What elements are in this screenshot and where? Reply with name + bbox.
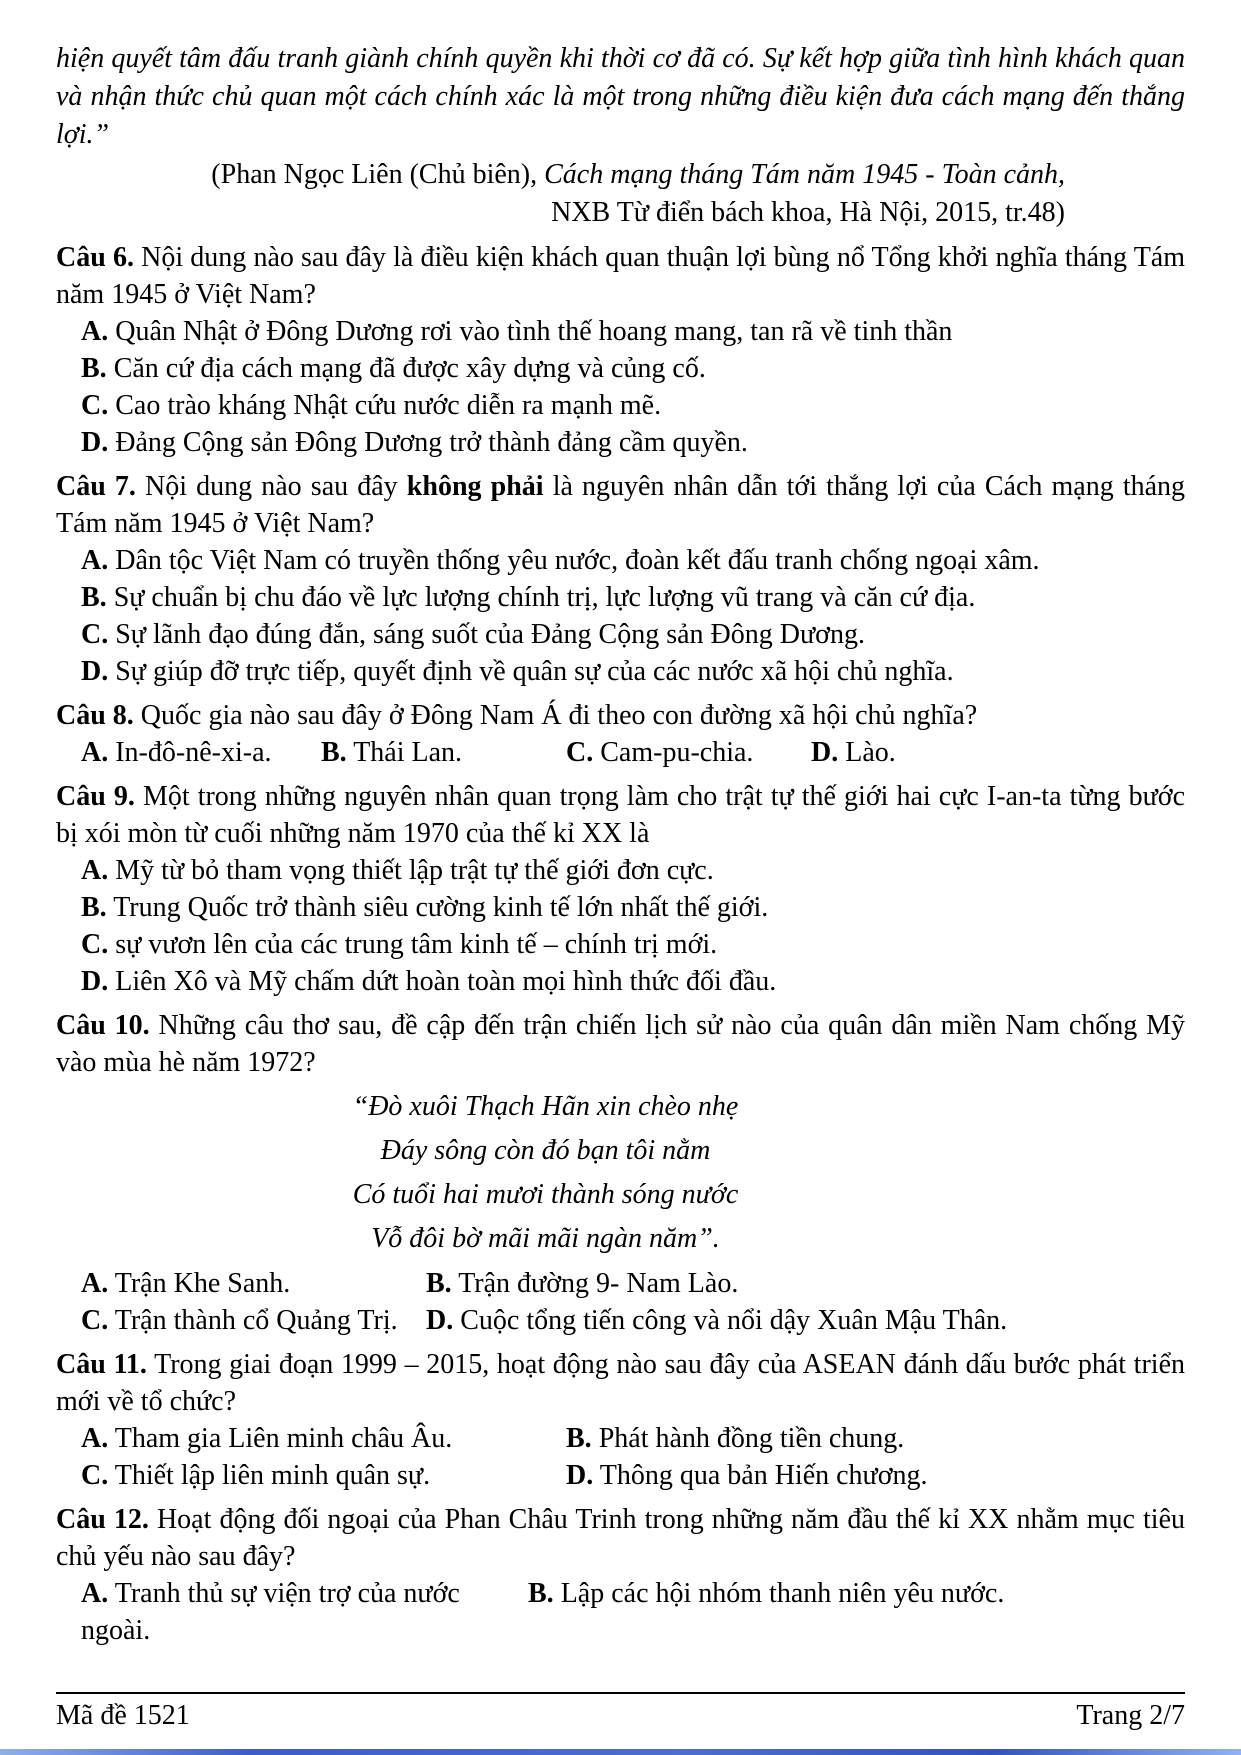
- answer-option-c: [81, 387, 1185, 424]
- option-letter: A.: [81, 1578, 109, 1609]
- option-text: Mỹ từ bỏ tham vọng thiết lập trật tự thế giới đơn cực.: [115, 855, 714, 886]
- answer-option-b: [81, 350, 1185, 387]
- question-9-text: [56, 778, 1185, 852]
- answer-option-c: [81, 926, 1185, 963]
- option-text: Phát hành đồng tiền chung.: [598, 1423, 905, 1454]
- question-body: Hoạt động đối ngoại của Phan Châu Trinh trong những năm đầu thế kỉ XX nhằm mục tiêu chủ yếu nào sau đây?: [56, 1504, 1186, 1572]
- question-body: Nội dung nào sau đây: [145, 471, 398, 502]
- question-7-options: [56, 542, 1185, 690]
- answer-option-c: [566, 734, 811, 771]
- citation-line-2: NXB Từ điển bách khoa, Hà Nội, 2015, tr.48): [551, 197, 1065, 228]
- footer-exam-code: Mã đề 1521: [56, 1700, 190, 1731]
- option-text: Trận Khe Sanh.: [114, 1268, 291, 1299]
- question-number: Câu 9.: [56, 781, 135, 812]
- answer-option-a: [81, 1575, 528, 1649]
- option-text: Sự chuẩn bị chu đáo về lực lượng chính trị, lực lượng vũ trang và căn cứ địa.: [113, 582, 976, 613]
- question-11-options-row-1: [56, 1420, 1185, 1457]
- option-text: Căn cứ địa cách mạng đã được xây dựng và củng cố.: [113, 353, 706, 384]
- question-12-text: [56, 1501, 1185, 1575]
- option-letter: D.: [81, 656, 109, 687]
- question-number: Câu 11.: [56, 1349, 147, 1380]
- option-text: In-đô-nê-xi-a.: [115, 737, 272, 768]
- question-body: Những câu thơ sau, đề cập đến trận chiến lịch sử nào của quân dân miền Nam chống Mỹ vào mùa hè năm 1972?: [56, 1010, 1186, 1078]
- option-letter: C.: [81, 390, 109, 421]
- question-6-options: [56, 313, 1185, 461]
- question-9-options: [56, 852, 1185, 1000]
- question-10-options-row-1: [56, 1265, 1185, 1302]
- option-text: Trung Quốc trở thành siêu cường kinh tế lớn nhất thế giới.: [113, 892, 769, 923]
- poem-line-2: Đáy sông còn đó bạn tôi nằm: [380, 1135, 711, 1166]
- answer-option-a: [81, 734, 321, 771]
- question-12-options-row-1: [56, 1575, 1185, 1649]
- option-letter: B.: [321, 737, 347, 768]
- question-9: [56, 778, 1185, 1000]
- question-8-options: [56, 734, 1185, 771]
- option-text: Cuộc tổng tiến công và nổi dậy Xuân Mậu Thân.: [460, 1305, 1008, 1336]
- option-letter: A.: [81, 545, 109, 576]
- answer-option-a: [81, 1265, 426, 1302]
- question-body: Một trong những nguyên nhân quan trọng làm cho trật tự thế giới hai cực I-an-ta từng bước bị xói mòn từ cuối những năm 1970 của thế kỉ XX là: [56, 781, 1186, 849]
- option-letter: A.: [81, 316, 109, 347]
- answer-option-b: [81, 579, 1185, 616]
- option-text: Tranh thủ sự viện trợ của nước ngoài.: [81, 1578, 460, 1646]
- bottom-border: [0, 1749, 1241, 1755]
- answer-option-c: [81, 616, 1185, 653]
- option-text: Thiết lập liên minh quân sự.: [114, 1460, 431, 1491]
- citation: [56, 156, 1185, 232]
- answer-option-b: [321, 734, 566, 771]
- option-letter: C.: [81, 1305, 109, 1336]
- citation-book-title: Cách mạng tháng Tám năm 1945 - Toàn cảnh,: [544, 159, 1065, 190]
- option-text: Thông qua bản Hiến chương.: [599, 1460, 928, 1491]
- option-text: Trận thành cổ Quảng Trị.: [114, 1305, 398, 1336]
- option-letter: B.: [566, 1423, 592, 1454]
- answer-option-d: [81, 653, 1185, 690]
- option-text: Dân tộc Việt Nam có truyền thống yêu nước, đoàn kết đấu tranh chống ngoại xâm.: [115, 545, 1040, 576]
- option-text: Lập các hội nhóm thanh niên yêu nước.: [560, 1578, 1005, 1609]
- question-number: Câu 12.: [56, 1504, 149, 1535]
- poem-line-1: “Đò xuôi Thạch Hãn xin chèo nhẹ: [352, 1091, 739, 1122]
- option-letter: A.: [81, 855, 109, 886]
- question-body: Trong giai đoạn 1999 – 2015, hoạt động nào sau đây của ASEAN đánh dấu bước phát triển mới về tổ chức?: [56, 1349, 1185, 1417]
- question-number: Câu 7.: [56, 471, 136, 502]
- option-text: sự vươn lên của các trung tâm kinh tế – chính trị mới.: [115, 929, 718, 960]
- question-body: là nguyên nhân dẫn tới thắng lợi của Cách mạng tháng Tám năm 1945 ở Việt Nam?: [56, 471, 1186, 539]
- emphasis-bold: không phải: [406, 471, 544, 502]
- question-7-text: [56, 468, 1185, 542]
- option-text: Tham gia Liên minh châu Âu.: [114, 1423, 453, 1454]
- poem-line-4: Vỗ đôi bờ mãi mãi ngàn năm”.: [371, 1223, 720, 1254]
- question-7: [56, 468, 1185, 690]
- answer-option-c: [81, 1302, 426, 1339]
- question-10: [56, 1007, 1185, 1339]
- question-6-text: [56, 239, 1185, 313]
- question-number: Câu 6.: [56, 242, 134, 273]
- question-6: [56, 239, 1185, 461]
- question-body: Quốc gia nào sau đây ở Đông Nam Á đi theo con đường xã hội chủ nghĩa?: [140, 700, 978, 731]
- answer-option-b: [426, 1265, 738, 1302]
- answer-option-c: [81, 1457, 566, 1494]
- answer-option-b: [528, 1575, 1004, 1649]
- question-10-text: [56, 1007, 1185, 1081]
- option-letter: D.: [566, 1460, 594, 1491]
- option-text: Sự lãnh đạo đúng đắn, sáng suốt của Đảng Cộng sản Đông Dương.: [115, 619, 865, 650]
- poem: [56, 1085, 1035, 1261]
- option-text: Cam-pu-chia.: [600, 737, 754, 768]
- option-text: Lào.: [845, 737, 896, 768]
- option-text: Liên Xô và Mỹ chấm dứt hoàn toàn mọi hình thức đối đầu.: [115, 966, 777, 997]
- question-8: [56, 697, 1185, 771]
- option-letter: A.: [81, 737, 109, 768]
- option-letter: C.: [81, 619, 109, 650]
- option-letter: C.: [566, 737, 594, 768]
- option-text: Trận đường 9- Nam Lào.: [458, 1268, 739, 1299]
- option-letter: B.: [528, 1578, 554, 1609]
- answer-option-a: [81, 542, 1185, 579]
- option-letter: D.: [81, 427, 109, 458]
- question-8-text: [56, 697, 1185, 734]
- question-number: Câu 8.: [56, 700, 134, 731]
- answer-option-d: [81, 424, 1185, 461]
- intro-quote: hiện quyết tâm đấu tranh giành chính quyền khi thời cơ đã có. Sự kết hợp giữa tình hình khách quan và nhận thức chủ quan một cách chính xác là một trong những điều kiện đưa cách mạng đến thắng lợi.”: [56, 43, 1185, 150]
- option-letter: D.: [811, 737, 839, 768]
- question-body: Nội dung nào sau đây là điều kiện khách quan thuận lợi bùng nổ Tổng khởi nghĩa tháng Tám năm 1945 ở Việt Nam?: [56, 242, 1186, 310]
- option-letter: B.: [426, 1268, 452, 1299]
- option-text: Đảng Cộng sản Đông Dương trở thành đảng cầm quyền.: [115, 427, 748, 458]
- answer-option-b: [81, 889, 1185, 926]
- question-number: Câu 10.: [56, 1010, 150, 1041]
- answer-option-a: [81, 852, 1185, 889]
- question-11-options-row-2: [56, 1457, 1185, 1494]
- option-letter: B.: [81, 892, 107, 923]
- citation-line-1: [56, 156, 1065, 194]
- footer-page-number: Trang 2/7: [1076, 1700, 1185, 1731]
- answer-option-b: [566, 1420, 904, 1457]
- citation-author: (Phan Ngọc Liên (Chủ biên),: [211, 159, 538, 190]
- poem-line-3: Có tuổi hai mươi thành sóng nước: [352, 1179, 739, 1210]
- answer-option-d: [426, 1302, 1007, 1339]
- question-11-text: [56, 1346, 1185, 1420]
- option-text: Sự giúp đỡ trực tiếp, quyết định về quân sự của các nước xã hội chủ nghĩa.: [115, 656, 954, 687]
- option-text: Thái Lan.: [353, 737, 463, 768]
- answer-option-d: [81, 963, 1185, 1000]
- question-12: [56, 1501, 1185, 1649]
- option-letter: C.: [81, 1460, 109, 1491]
- option-letter: A.: [81, 1268, 109, 1299]
- option-letter: D.: [81, 966, 109, 997]
- option-letter: B.: [81, 582, 107, 613]
- question-10-options-row-2: [56, 1302, 1185, 1339]
- page-footer: [56, 1692, 1185, 1733]
- option-letter: C.: [81, 929, 109, 960]
- answer-option-a: [81, 1420, 566, 1457]
- option-letter: D.: [426, 1305, 454, 1336]
- option-text: Quân Nhật ở Đông Dương rơi vào tình thế hoang mang, tan rã về tinh thần: [115, 316, 953, 347]
- option-letter: B.: [81, 353, 107, 384]
- answer-option-a: [81, 313, 1185, 350]
- answer-option-d: [566, 1457, 928, 1494]
- option-letter: A.: [81, 1423, 109, 1454]
- answer-option-d: [811, 734, 896, 771]
- question-11: [56, 1346, 1185, 1494]
- option-text: Cao trào kháng Nhật cứu nước diễn ra mạnh mẽ.: [115, 390, 662, 421]
